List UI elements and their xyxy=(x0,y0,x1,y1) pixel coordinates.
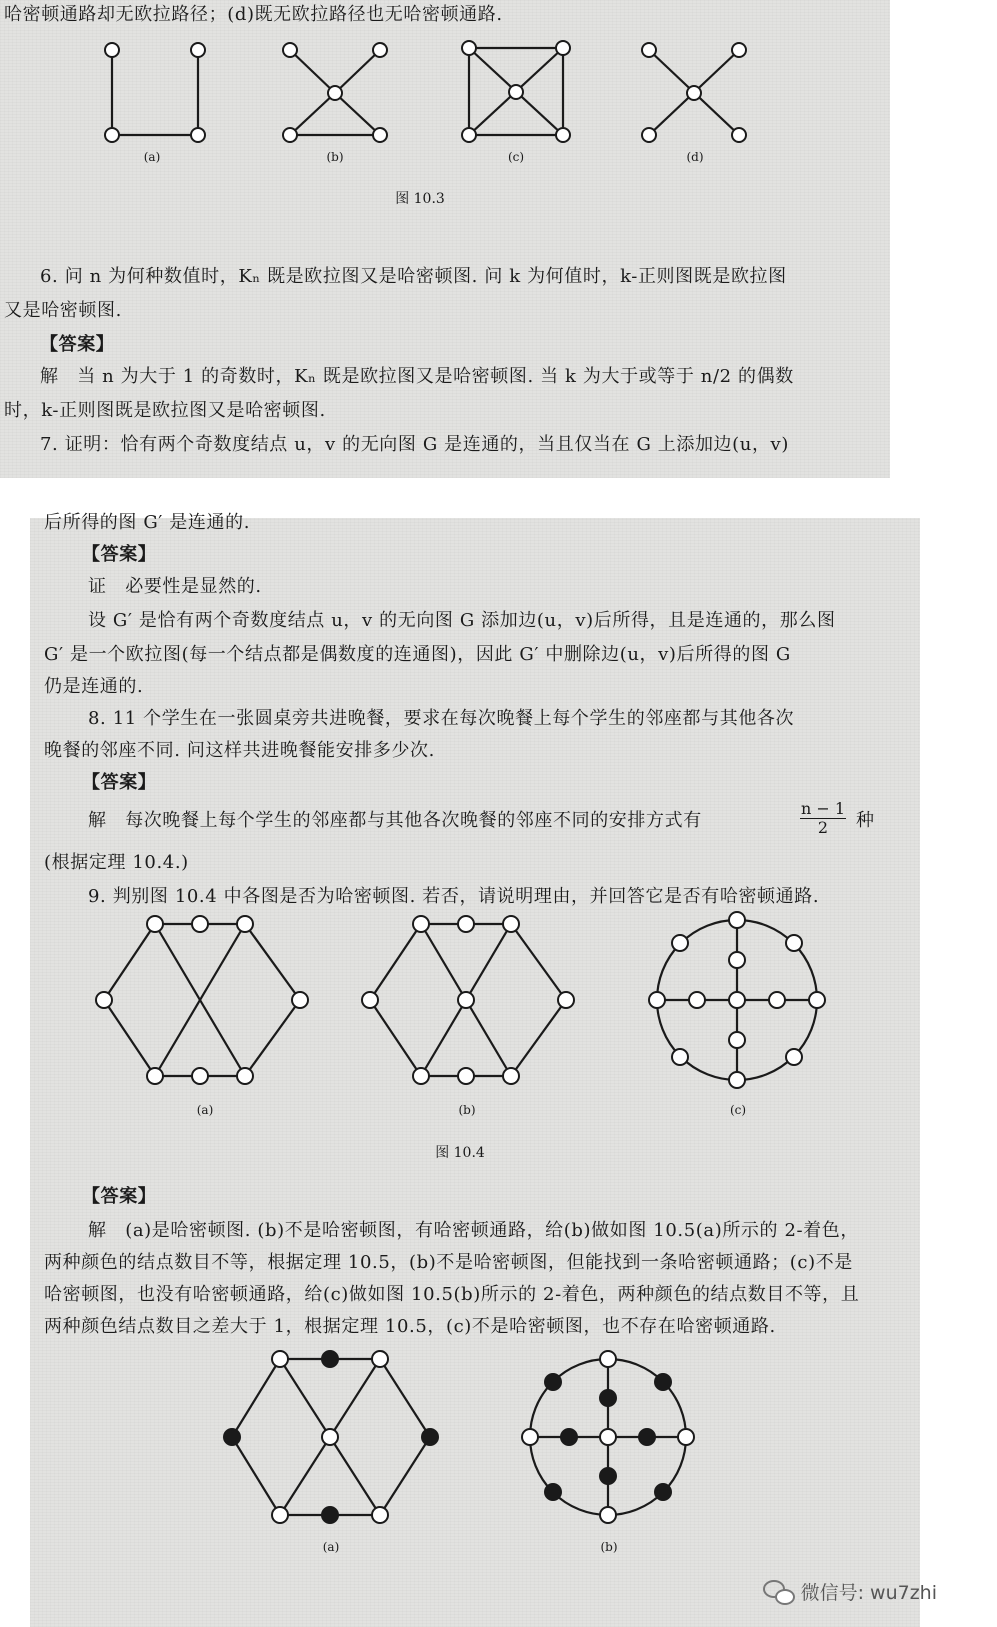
answer-9: 解 (a)是哈密顿图. (b)不是哈密顿图，有哈密顿通路，给(b)做如图 10.5(a)所示的 2-着色， xyxy=(88,1220,859,1241)
question-7-cont: 后所得的图 G′ 是连通的. xyxy=(44,512,251,533)
watermark-text: 微信号: wu7zhi xyxy=(800,1582,937,1604)
figure-label: (b) xyxy=(326,150,344,164)
figure-label: (c) xyxy=(507,150,525,164)
answer-9-line4: 两种颜色结点数目之差大于 1，根据定理 10.5，(c)不是哈密顿图，也不存在哈密顿通路. xyxy=(44,1316,776,1337)
figure-10-3-b xyxy=(275,38,395,148)
figure-10-3-a xyxy=(95,38,215,148)
answer-6-cont: 时，k-正则图既是欧拉图又是哈密顿图. xyxy=(4,400,326,421)
figure-10-4-b xyxy=(356,910,586,1100)
question-6: 6. 问 n 为何种数值时，Kₙ 既是欧拉图又是哈密顿图. 问 k 为何值时，k-正则图既是欧拉图 xyxy=(40,266,787,287)
question-9: 9. 判别图 10.4 中各图是否为哈密顿图. 若否，请说明理由，并回答它是否有哈密顿通路. xyxy=(88,886,820,907)
watermark xyxy=(763,1578,937,1605)
answer-7-line4: 仍是连通的. xyxy=(44,676,144,697)
figure-label: (a) xyxy=(143,150,161,164)
answer-7: 证 必要性是显然的. xyxy=(88,576,262,597)
answer-9-line2: 两种颜色的结点数目不等，根据定理 10.5，(b)不是哈密顿图，但能找到一条哈密顿通路；(c)不是 xyxy=(44,1252,853,1273)
figure-10-5-a xyxy=(222,1345,452,1535)
figure-10-4-a xyxy=(90,910,320,1100)
question-8: 8. 11 个学生在一张圆桌旁共进晚餐，要求在每次晚餐上每个学生的邻座都与其他各次 xyxy=(88,708,795,729)
figure-10-3-d xyxy=(635,38,755,148)
figure-label: (b) xyxy=(600,1540,618,1554)
question-6-cont: 又是哈密顿图. xyxy=(4,300,122,321)
figure-label: (d) xyxy=(686,150,704,164)
figure-label: (b) xyxy=(458,1103,476,1117)
figure-10-5-b xyxy=(518,1350,708,1530)
question-7: 7. 证明：恰有两个奇数度结点 u，v 的无向图 G 是连通的，当且仅当在 G 上添加边(u，v) xyxy=(40,434,789,455)
figure-label: (a) xyxy=(196,1103,214,1117)
question-8-cont: 晚餐的邻座不同. 问这样共进晚餐能安排多少次. xyxy=(44,740,435,761)
answer-6: 解 当 n 为大于 1 的奇数时，Kₙ 既是欧拉图又是哈密顿图. 当 k 为大于或等于 n/2 的偶数 xyxy=(40,366,794,387)
answer-7-line3: G′ 是一个欧拉图(每一个结点都是偶数度的连通图)，因此 G′ 中删除边(u，v)后所得的图 G xyxy=(44,644,791,665)
figure-label: (c) xyxy=(729,1103,747,1117)
answer-label: 【答案】 xyxy=(82,544,157,565)
answer-8: 解 每次晚餐上每个学生的邻座都与其他各次晚餐的邻座不同的安排方式有 xyxy=(88,810,702,831)
answer-label: 【答案】 xyxy=(82,1186,157,1207)
wechat-icon xyxy=(763,1580,793,1604)
answer-7-line2: 设 G′ 是恰有两个奇数度结点 u，v 的无向图 G 添加边(u，v)后所得，且是连通的，那么图 xyxy=(88,610,836,631)
figure-caption: 图 10.3 xyxy=(395,191,445,207)
answer-8-cont: (根据定理 10.4.) xyxy=(44,852,189,873)
fraction xyxy=(800,800,846,837)
fraction-denominator: 2 xyxy=(817,818,829,837)
text-line: 哈密顿通路却无欧拉路径；(d)既无欧拉路径也无哈密顿通路. xyxy=(4,4,503,25)
answer-9-line3: 哈密顿图，也没有哈密顿通路，给(c)做如图 10.5(b)所示的 2-着色，两种颜色的结点数目不等，且 xyxy=(44,1284,860,1305)
fraction-numerator: n − 1 xyxy=(800,799,846,818)
answer-label: 【答案】 xyxy=(40,334,115,355)
figure-10-3-c xyxy=(457,38,577,148)
figure-caption: 图 10.4 xyxy=(435,1145,485,1161)
figure-10-4-c xyxy=(645,915,835,1095)
figure-label: (a) xyxy=(322,1540,340,1554)
answer-8-suffix: 种 xyxy=(856,810,875,831)
answer-label: 【答案】 xyxy=(82,772,157,793)
